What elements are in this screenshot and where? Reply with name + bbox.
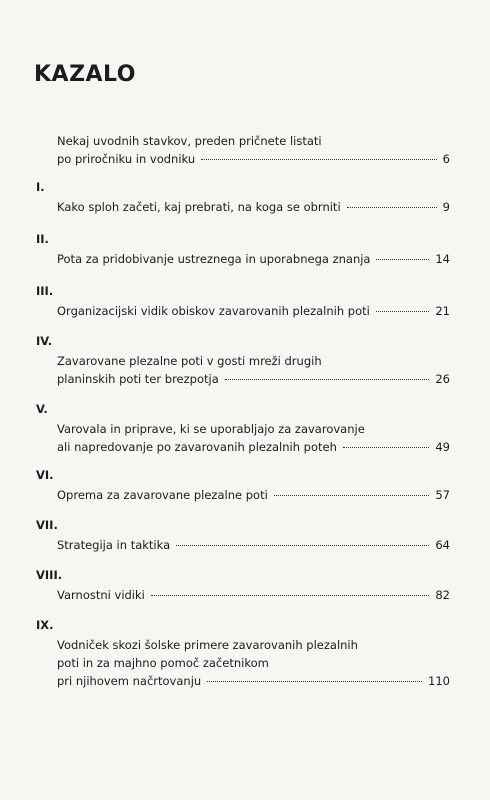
chapter-number: IV. <box>36 334 53 348</box>
chapter-number: VII. <box>36 518 58 532</box>
page-number: 82 <box>435 588 450 602</box>
dot-leader <box>151 595 429 596</box>
page-number: 57 <box>435 488 450 502</box>
page-number: 21 <box>435 304 450 318</box>
toc-entry-text: Pota za pridobivanje ustreznega in uporabnega znanja <box>57 252 371 266</box>
toc-entry-text: Strategija in taktika <box>57 538 171 552</box>
dot-leader <box>207 681 422 682</box>
dot-leader <box>225 379 430 380</box>
page-number: 49 <box>435 440 450 454</box>
page-number: 6 <box>442 152 450 166</box>
toc-entry-text: Zavarovane plezalne poti v gosti mreži drugih <box>57 354 322 368</box>
page-number: 64 <box>435 538 450 552</box>
dot-leader <box>176 545 429 546</box>
chapter-number: VIII. <box>36 568 63 582</box>
toc-entry-text: Varnostni vidiki <box>57 588 145 602</box>
toc-entry-text: po priročniku in vodniku <box>57 152 196 166</box>
dot-leader <box>376 311 430 312</box>
toc-entry-text: Kako sploh začeti, kaj prebrati, na koga se obrniti <box>57 200 341 214</box>
page-number: 26 <box>435 372 450 386</box>
toc-entry-text: pri njihovem načrtovanju <box>57 674 202 688</box>
toc-entry-text: Nekaj uvodnih stavkov, preden pričnete listati <box>57 134 322 148</box>
toc-entry-text: Varovala in priprave, ki se uporabljajo za zavarovanje <box>57 422 365 436</box>
chapter-number: III. <box>36 284 54 298</box>
toc-entry-text: planinskih poti ter brezpotja <box>57 372 219 386</box>
dot-leader <box>343 447 429 448</box>
page-number: 14 <box>435 252 450 266</box>
page-title: KAZALO <box>34 62 136 87</box>
chapter-number: VI. <box>36 468 54 482</box>
toc-entry-text: Oprema za zavarovane plezalne poti <box>57 488 268 502</box>
dot-leader <box>274 495 430 496</box>
dot-leader <box>201 159 437 160</box>
page-number: 110 <box>428 674 450 688</box>
toc-entry-text: ali napredovanje po zavarovanih plezalnih poteh <box>57 440 337 454</box>
chapter-number: I. <box>36 180 45 194</box>
page-number: 9 <box>442 200 450 214</box>
dot-leader <box>347 207 437 208</box>
chapter-number: II. <box>36 232 49 246</box>
chapter-number: IX. <box>36 618 54 632</box>
chapter-number: V. <box>36 402 48 416</box>
dot-leader <box>376 259 429 260</box>
toc-entry-text: Vodniček skozi šolske primere zavarovanih plezalnih <box>57 638 358 652</box>
toc-entry-text: Organizacijski vidik obiskov zavarovanih plezalnih poti <box>57 304 370 318</box>
toc-entry-text: poti in za majhno pomoč začetnikom <box>57 656 269 670</box>
